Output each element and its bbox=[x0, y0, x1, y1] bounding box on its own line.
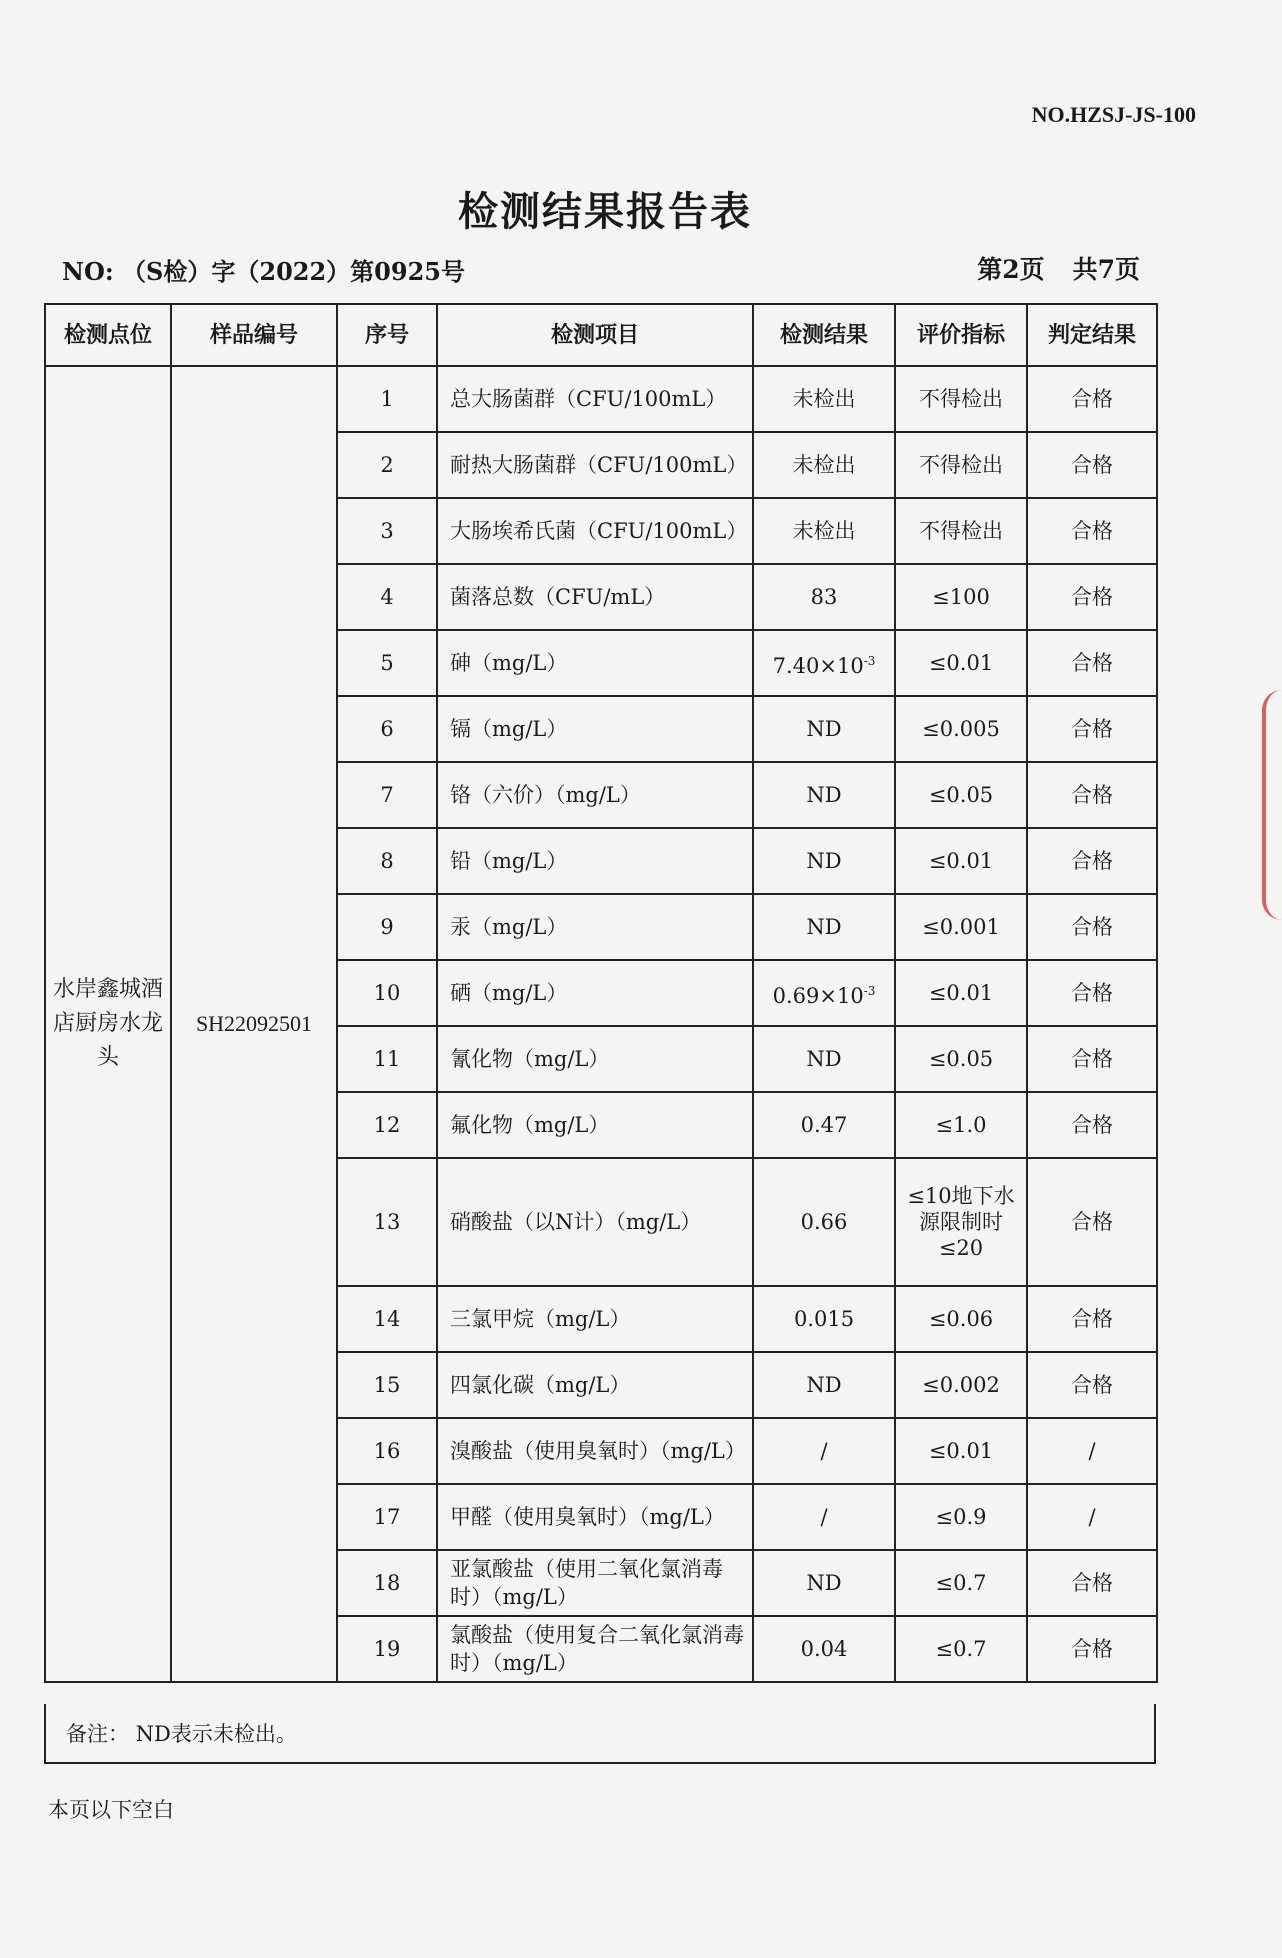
column-header: 评价指标 bbox=[895, 304, 1027, 366]
test-result-cell: 未检出 bbox=[753, 366, 895, 432]
limit-cell: ≤0.01 bbox=[895, 630, 1027, 696]
results-table bbox=[44, 303, 1158, 1683]
limit-cell: ≤0.001 bbox=[895, 894, 1027, 960]
verdict-cell: 合格 bbox=[1027, 762, 1157, 828]
limit-cell: ≤0.005 bbox=[895, 696, 1027, 762]
table-header-row bbox=[45, 304, 1157, 366]
table-row bbox=[45, 366, 1157, 432]
limit-cell: ≤0.06 bbox=[895, 1286, 1027, 1352]
test-item-cell: 总大肠菌群（CFU/100mL） bbox=[437, 366, 753, 432]
test-result-cell: ND bbox=[753, 1550, 895, 1616]
test-result-cell: 0.015 bbox=[753, 1286, 895, 1352]
limit-cell: ≤10地下水源限制时≤20 bbox=[895, 1158, 1027, 1286]
test-item-cell: 耐热大肠菌群（CFU/100mL） bbox=[437, 432, 753, 498]
limit-cell: ≤0.01 bbox=[895, 1418, 1027, 1484]
verdict-cell: 合格 bbox=[1027, 960, 1157, 1026]
document-code: NO.HZSJ-JS-100 bbox=[1031, 102, 1196, 127]
sample-id-cell: SH22092501 bbox=[171, 366, 337, 1682]
page-total: 共7页 bbox=[1072, 255, 1140, 284]
test-result-cell: ND bbox=[753, 1026, 895, 1092]
verdict-cell: 合格 bbox=[1027, 366, 1157, 432]
remark: 备注： ND表示未检出。 bbox=[44, 1704, 1156, 1764]
test-result-cell: ND bbox=[753, 1352, 895, 1418]
row-number-cell: 16 bbox=[337, 1418, 437, 1484]
test-item-cell: 大肠埃希氏菌（CFU/100mL） bbox=[437, 498, 753, 564]
test-result-cell: 83 bbox=[753, 564, 895, 630]
verdict-cell: / bbox=[1027, 1418, 1157, 1484]
test-item-cell: 溴酸盐（使用臭氧时）（mg/L） bbox=[437, 1418, 753, 1484]
row-number-cell: 14 bbox=[337, 1286, 437, 1352]
row-number-cell: 6 bbox=[337, 696, 437, 762]
test-item-cell: 三氯甲烷（mg/L） bbox=[437, 1286, 753, 1352]
result-base: 0.69×10 bbox=[772, 983, 864, 1008]
test-item-cell: 硒（mg/L） bbox=[437, 960, 753, 1026]
test-item-cell: 氯酸盐（使用复合二氧化氯消毒时）（mg/L） bbox=[437, 1616, 753, 1682]
test-result-cell: 未检出 bbox=[753, 498, 895, 564]
row-number-cell: 17 bbox=[337, 1484, 437, 1550]
verdict-cell: 合格 bbox=[1027, 432, 1157, 498]
row-number-cell: 2 bbox=[337, 432, 437, 498]
test-item-cell: 汞（mg/L） bbox=[437, 894, 753, 960]
limit-cell: ≤0.002 bbox=[895, 1352, 1027, 1418]
limit-cell: 不得检出 bbox=[895, 498, 1027, 564]
test-item-cell: 氰化物（mg/L） bbox=[437, 1026, 753, 1092]
test-result-cell: / bbox=[753, 1418, 895, 1484]
result-exponent: -3 bbox=[863, 653, 876, 668]
test-result-cell: 0.04 bbox=[753, 1616, 895, 1682]
row-number-cell: 10 bbox=[337, 960, 437, 1026]
test-item-cell: 亚氯酸盐（使用二氧化氯消毒时）（mg/L） bbox=[437, 1550, 753, 1616]
verdict-cell: 合格 bbox=[1027, 630, 1157, 696]
column-header: 判定结果 bbox=[1027, 304, 1157, 366]
limit-cell: ≤0.05 bbox=[895, 762, 1027, 828]
limit-cell: ≤100 bbox=[895, 564, 1027, 630]
limit-cell: ≤0.7 bbox=[895, 1616, 1027, 1682]
test-item-cell: 甲醛（使用臭氧时）（mg/L） bbox=[437, 1484, 753, 1550]
row-number-cell: 3 bbox=[337, 498, 437, 564]
test-item-cell: 砷（mg/L） bbox=[437, 630, 753, 696]
row-number-cell: 18 bbox=[337, 1550, 437, 1616]
verdict-cell: 合格 bbox=[1027, 1550, 1157, 1616]
row-number-cell: 19 bbox=[337, 1616, 437, 1682]
row-number-cell: 4 bbox=[337, 564, 437, 630]
limit-cell: 不得检出 bbox=[895, 432, 1027, 498]
verdict-cell: 合格 bbox=[1027, 894, 1157, 960]
row-number-cell: 15 bbox=[337, 1352, 437, 1418]
row-number-cell: 1 bbox=[337, 366, 437, 432]
limit-cell: 不得检出 bbox=[895, 366, 1027, 432]
test-item-cell: 镉（mg/L） bbox=[437, 696, 753, 762]
location-cell: 水岸鑫城酒店厨房水龙头 bbox=[45, 366, 171, 1682]
result-exponent: -3 bbox=[863, 983, 876, 998]
blank-note: 本页以下空白 bbox=[48, 1798, 174, 1822]
column-header: 检测项目 bbox=[437, 304, 753, 366]
test-result-cell bbox=[753, 630, 895, 696]
verdict-cell: 合格 bbox=[1027, 1158, 1157, 1286]
test-item-cell: 硝酸盐（以N计）（mg/L） bbox=[437, 1158, 753, 1286]
verdict-cell: 合格 bbox=[1027, 696, 1157, 762]
limit-cell: ≤0.01 bbox=[895, 960, 1027, 1026]
row-number-cell: 8 bbox=[337, 828, 437, 894]
verdict-cell: 合格 bbox=[1027, 1352, 1157, 1418]
limit-cell: ≤1.0 bbox=[895, 1092, 1027, 1158]
limit-cell: ≤0.7 bbox=[895, 1550, 1027, 1616]
test-result-cell: 0.47 bbox=[753, 1092, 895, 1158]
verdict-cell: 合格 bbox=[1027, 1092, 1157, 1158]
row-number-cell: 5 bbox=[337, 630, 437, 696]
limit-cell: ≤0.05 bbox=[895, 1026, 1027, 1092]
test-result-cell bbox=[753, 960, 895, 1026]
verdict-cell: 合格 bbox=[1027, 1286, 1157, 1352]
test-result-cell: ND bbox=[753, 696, 895, 762]
test-item-cell: 菌落总数（CFU/mL） bbox=[437, 564, 753, 630]
verdict-cell: 合格 bbox=[1027, 1026, 1157, 1092]
page-current: 第2页 bbox=[977, 255, 1045, 284]
row-number-cell: 11 bbox=[337, 1026, 437, 1092]
row-number-cell: 13 bbox=[337, 1158, 437, 1286]
page-info bbox=[977, 250, 1140, 286]
row-number-cell: 7 bbox=[337, 762, 437, 828]
seal-stamp-edge bbox=[1262, 690, 1282, 920]
report-title: 检测结果报告表 bbox=[458, 188, 752, 235]
test-item-cell: 铬（六价）（mg/L） bbox=[437, 762, 753, 828]
test-item-cell: 四氯化碳（mg/L） bbox=[437, 1352, 753, 1418]
row-number-cell: 12 bbox=[337, 1092, 437, 1158]
column-header: 序号 bbox=[337, 304, 437, 366]
test-result-cell: ND bbox=[753, 828, 895, 894]
column-header: 样品编号 bbox=[171, 304, 337, 366]
verdict-cell: / bbox=[1027, 1484, 1157, 1550]
column-header: 检测结果 bbox=[753, 304, 895, 366]
verdict-cell: 合格 bbox=[1027, 1616, 1157, 1682]
limit-cell: ≤0.01 bbox=[895, 828, 1027, 894]
verdict-cell: 合格 bbox=[1027, 564, 1157, 630]
result-base: 7.40×10 bbox=[772, 653, 864, 678]
row-number-cell: 9 bbox=[337, 894, 437, 960]
test-result-cell: 未检出 bbox=[753, 432, 895, 498]
test-result-cell: ND bbox=[753, 762, 895, 828]
verdict-cell: 合格 bbox=[1027, 828, 1157, 894]
column-header: 检测点位 bbox=[45, 304, 171, 366]
test-result-cell: 0.66 bbox=[753, 1158, 895, 1286]
test-result-cell: / bbox=[753, 1484, 895, 1550]
verdict-cell: 合格 bbox=[1027, 498, 1157, 564]
test-item-cell: 铅（mg/L） bbox=[437, 828, 753, 894]
report-number: NO: （S检）字（2022）第0925号 bbox=[62, 257, 465, 286]
test-result-cell: ND bbox=[753, 894, 895, 960]
test-item-cell: 氟化物（mg/L） bbox=[437, 1092, 753, 1158]
limit-cell: ≤0.9 bbox=[895, 1484, 1027, 1550]
